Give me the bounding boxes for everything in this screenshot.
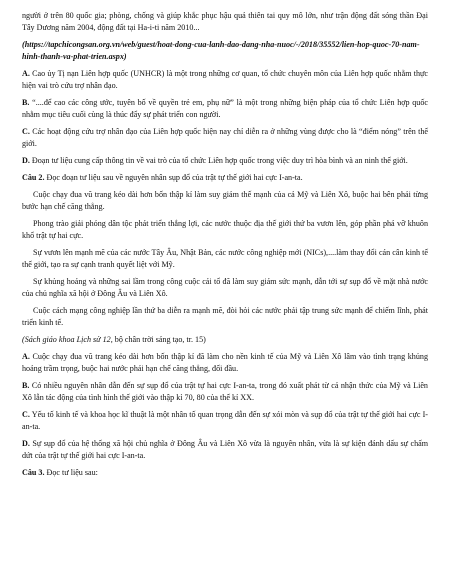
question-2-heading	[22, 172, 428, 184]
q1-option-c	[22, 126, 428, 150]
q2-option-c	[22, 409, 428, 433]
q2-option-b	[22, 380, 428, 404]
option-label: C.	[22, 127, 30, 136]
option-label: A.	[22, 69, 30, 78]
q2-excerpt-paragraph: Cuộc cách mạng công nghiệp lần thứ ba diễn ra mạnh mẽ, đòi hỏi các nước phải tập trung sức mạnh để chiếm lĩnh, phát triển kinh tế.	[22, 306, 428, 327]
q1-option-d	[22, 155, 428, 167]
question-label: Câu 2.	[22, 173, 45, 182]
option-text: Cao ủy Tị nạn Liên hợp quốc (UNHCR) là một trong những cơ quan, tổ chức chuyên môn của Liên hợp quốc nhằm thực hiện vai trò cứu trợ nhân đạo.	[22, 69, 428, 90]
q2-excerpt-paragraph: Cuộc chạy đua vũ trang kéo dài hơn bốn thập kỉ làm suy giảm thế mạnh của cả Mỹ và Liên Xô, buộc hai bên phải từng bước hạn chế căng thẳng.	[22, 190, 428, 211]
option-label: D.	[22, 156, 30, 165]
question-text: Đọc tư liệu sau:	[46, 468, 98, 477]
option-label: B.	[22, 98, 30, 107]
option-text: Sự sụp đổ của hệ thống xã hội chủ nghĩa ở Đông Âu và Liên Xô vừa là nguyên nhân, vừa là sự kiện đánh dấu sự chấm dứt của trật tự thế giới hai cực I-an-ta.	[22, 439, 429, 460]
option-label: A.	[22, 352, 30, 361]
option-label: B.	[22, 381, 30, 390]
q1-option-a	[22, 68, 428, 92]
option-label: C.	[22, 410, 30, 419]
source-detail: bộ chân trời sáng tạo, tr. 15)	[112, 335, 206, 344]
q2-option-d	[22, 438, 428, 462]
q2-excerpt-paragraph: Phong trào giải phóng dân tộc phát triển thắng lợi, các nước thuộc địa thế giới thứ ba vươn lên, góp phần phá vỡ khuôn khổ trật tự hai cực.	[22, 219, 428, 240]
option-label: D.	[22, 439, 30, 448]
option-text: Các hoạt động cứu trợ nhân đạo của Liên hợp quốc hiện nay chỉ diễn ra ở những vùng được cho là “điểm nóng” trên thế giới.	[22, 127, 428, 148]
option-text: Cuộc chạy đua vũ trang kéo dài hơn bốn thập kỉ đã làm cho nền kinh tế của Mỹ và Liên Xô lâm vào tình trạng khủng hoảng trầm trọng, buộc hai nước phải hạn chế căng thẳng, đối đầu.	[22, 352, 428, 373]
option-text: Có nhiều nguyên nhân dẫn đến sự sụp đổ của trật tự hai cực I-an-ta, trong đó xuất phát từ cả nhận thức của Mỹ và Liên Xô lẫn tác động của tình hình thế giới vào thập kỉ 70, 80 của thế kỉ XX.	[22, 381, 428, 402]
source-title: (Sách giáo khoa Lịch sử 12,	[22, 335, 113, 344]
source-citation: (https://tapchicongsan.org.vn/web/guest/hoat-dong-cua-lanh-dao-dang-nha-nuoc/-/2018/35552/lien-hop-quoc-70-nam-hinh-thanh-va-phat-trien.aspx)	[22, 40, 420, 61]
q2-option-a	[22, 351, 428, 375]
q2-excerpt-paragraph: Sự vươn lên mạnh mẽ của các nước Tây Âu, Nhật Bản, các nước công nghiệp mới (NICs),....làm thay đổi cán cân kinh tế thế giới, tạo ra sự cạnh tranh quyết liệt với Mỹ.	[22, 248, 428, 269]
intro-paragraph: người ở trên 80 quốc gia; phòng, chống và giúp khắc phục hậu quả thiên tai quy mô lớn, như trận động đất sóng thần Đại Tây Dương năm 2004, động đất tại Ha-i-ti năm 2010...	[22, 11, 428, 32]
option-text: Yếu tố kinh tế và khoa học kĩ thuật là một nhân tố quan trọng dẫn đến sự xói mòn và sụp đổ của trật tự thế giới hai cực I-an-ta.	[22, 410, 428, 431]
q1-option-b	[22, 97, 428, 121]
q2-source	[22, 334, 428, 346]
option-text: “....để cao các công ước, tuyên bố về quyền trẻ em, phụ nữ” là một trong những biện pháp của tổ chức Liên hợp quốc nhằm mục tiêu cuối cùng là thúc đẩy sự phát triển con người.	[22, 98, 428, 119]
question-text: Đọc đoạn tư liệu sau về nguyên nhân sụp đổ của trật tự thế giới hai cực I-an-ta.	[46, 173, 303, 182]
question-3-heading	[22, 467, 428, 479]
option-text: Đoạn tư liệu cung cấp thông tin về vai trò của tổ chức Liên hợp quốc trong việc duy trì hòa bình và an ninh thế giới.	[31, 156, 408, 165]
q2-excerpt-paragraph: Sự khủng hoảng và những sai lầm trong công cuộc cải tổ đã làm suy giảm sức mạnh, dẫn tới sự sụp đổ về mặt nhà nước của chủ nghĩa xã hội ở Đông Âu và Liên Xô.	[22, 277, 428, 298]
question-label: Câu 3.	[22, 468, 45, 477]
